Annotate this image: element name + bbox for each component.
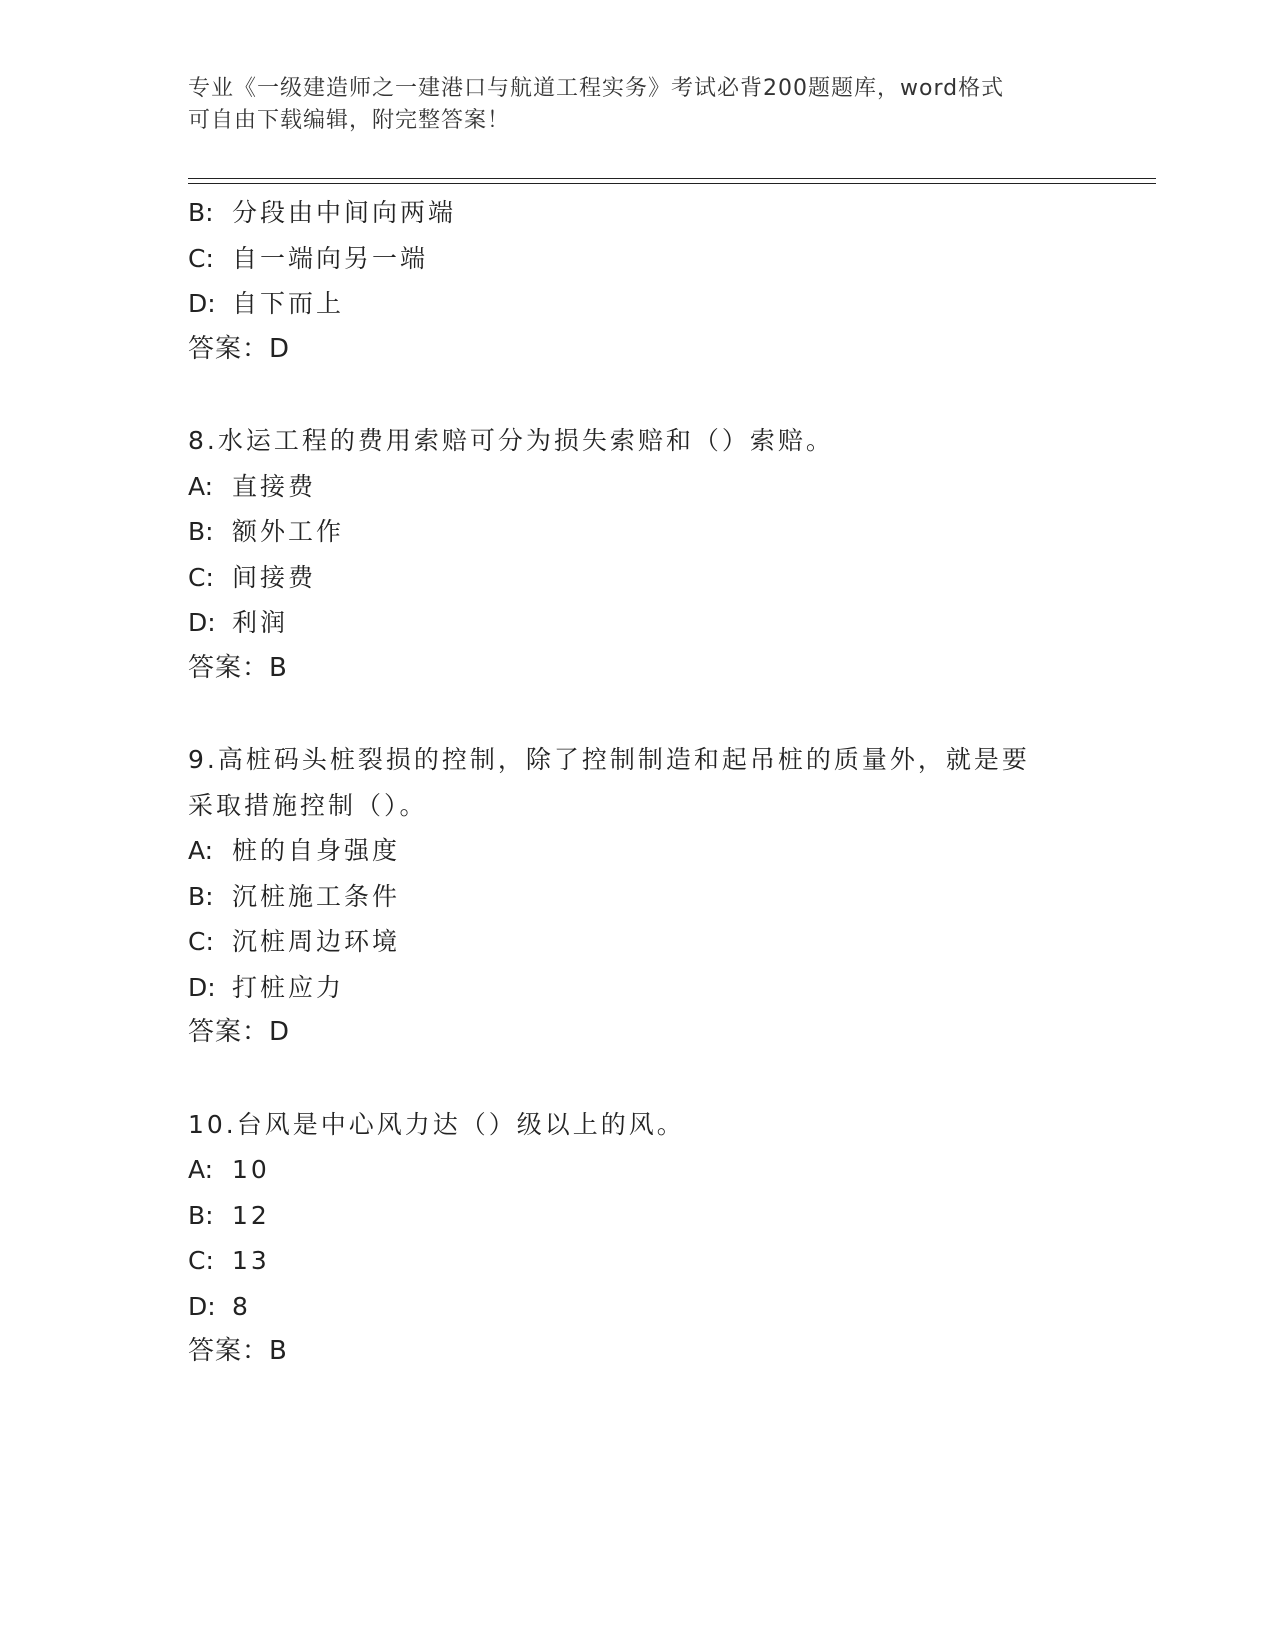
option-c	[188, 1238, 1156, 1284]
question-stem: 10.台风是中心风力达（）级以上的风。	[188, 1109, 685, 1139]
option-b	[188, 1193, 1156, 1239]
question-stem-continued: 采取措施控制（）。	[188, 790, 428, 820]
option-c	[188, 236, 1156, 282]
option-c	[188, 555, 1156, 601]
header-title-line-2: 可自由下载编辑，附完整答案！	[188, 108, 511, 133]
answer-text: 答案：B	[188, 1336, 288, 1366]
question-stem: 8.水运工程的费用索赔可分为损失索赔和（）索赔。	[188, 426, 834, 455]
option-letter: D:	[188, 972, 216, 1002]
option-letter: D:	[188, 1291, 216, 1321]
option-letter: C:	[188, 927, 214, 956]
spacer	[188, 372, 1156, 418]
option-letter: D:	[188, 608, 216, 637]
answer-text: 答案：B	[188, 652, 288, 683]
option-letter: B:	[188, 198, 214, 227]
answer-text: 答案：D	[188, 333, 291, 364]
option-d	[188, 600, 1156, 646]
header-title-line-1: 专业《一级建造师之一建港口与航道工程实务》考试必背200题题库，word格式	[188, 76, 1005, 101]
option-letter: C:	[188, 1246, 214, 1275]
option-text: 额外工作	[232, 517, 345, 546]
question-block-8	[188, 418, 1156, 691]
option-letter: D:	[188, 289, 216, 318]
option-text: 自一端向另一端	[232, 243, 429, 273]
question-block-7-continued	[188, 190, 1156, 372]
option-letter: A:	[188, 836, 214, 865]
option-text: 利润	[232, 608, 289, 637]
option-letter: A:	[188, 471, 214, 501]
option-d	[188, 965, 1156, 1011]
option-letter: C:	[188, 243, 214, 273]
option-d	[188, 1284, 1156, 1330]
option-text: 自下而上	[232, 289, 345, 318]
option-text: 分段由中间向两端	[232, 198, 457, 227]
spacer	[188, 1056, 1156, 1102]
option-letter: B:	[188, 517, 214, 546]
option-d	[188, 281, 1156, 327]
option-text: 13	[232, 1246, 270, 1275]
question-block-10	[188, 1102, 1156, 1375]
option-a	[188, 464, 1156, 510]
option-a	[188, 1147, 1156, 1193]
option-text: 间接费	[232, 562, 317, 592]
option-a	[188, 828, 1156, 874]
spacer	[188, 691, 1156, 737]
option-text: 打桩应力	[232, 972, 345, 1002]
option-letter: C:	[188, 562, 214, 592]
option-b	[188, 190, 1156, 236]
option-b	[188, 509, 1156, 555]
option-text: 10	[232, 1155, 270, 1184]
question-block-9	[188, 737, 1156, 1056]
option-letter: A:	[188, 1155, 214, 1184]
option-text: 8	[232, 1291, 251, 1321]
option-text: 12	[232, 1200, 270, 1230]
answer-text: 答案：D	[188, 1017, 291, 1047]
option-text: 沉桩施工条件	[232, 881, 401, 911]
option-letter: B:	[188, 1200, 214, 1230]
option-b	[188, 874, 1156, 920]
header-divider-bottom	[188, 183, 1156, 184]
option-text: 桩的自身强度	[232, 836, 401, 865]
question-content	[188, 190, 1156, 1375]
option-c	[188, 919, 1156, 965]
option-letter: B:	[188, 881, 214, 911]
header-divider-top	[188, 178, 1156, 179]
question-stem: 9.高桩码头桩裂损的控制，除了控制制造和起吊桩的质量外，就是要	[188, 745, 1030, 774]
option-text: 沉桩周边环境	[232, 927, 401, 956]
option-text: 直接费	[232, 471, 317, 501]
document-header	[188, 73, 1068, 137]
